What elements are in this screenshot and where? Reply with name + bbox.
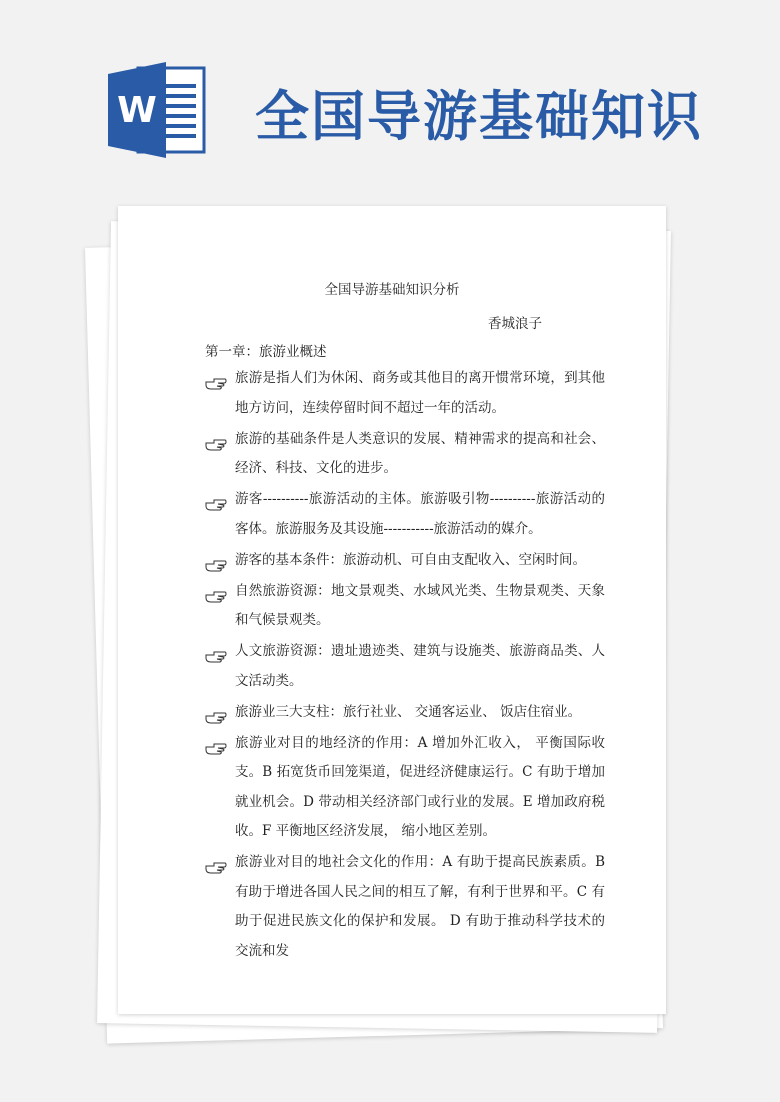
list-item-text: 旅游业对目的地社会文化的作用：A 有助于提高民族素质。B 有助于增进各国人民之间的相互了解，有利于世界和平。C 有助于促进民族文化的保护和发展。 D 有助于推动科学技术的交流和发 [235, 854, 605, 959]
pointing-hand-icon [205, 433, 227, 446]
list-item [205, 425, 605, 484]
document-page [118, 206, 666, 1014]
list-item [205, 637, 605, 696]
list-item [205, 698, 605, 728]
list-item [205, 485, 605, 544]
list-item-text: 游客的基本条件：旅游动机、可自由支配收入、空闲时间。 [235, 551, 586, 568]
page-title: 全国导游基础知识 [255, 85, 703, 148]
list-item [205, 364, 605, 423]
list-item-text: 旅游业对目的地经济的作用：A 增加外汇收入， 平衡国际收支。B 拓宽货币回笼渠道，促进经济健康运行。C 有助于增加就业机会。D 带动相关经济部门或行业的发展。E 增加政府税收。F 平衡地区经济发展， 缩小地区差别。 [235, 734, 605, 839]
logo-letter: W [117, 90, 157, 131]
pointing-hand-icon [205, 554, 227, 567]
list-item [205, 848, 605, 966]
chapter-heading: 第一章：旅游业概述 [205, 344, 327, 360]
pointing-hand-icon [205, 585, 227, 598]
list-item-text: 人文旅游资源：遗址遗迹类、建筑与设施类、旅游商品类、人文活动类。 [235, 643, 605, 689]
list-item [205, 729, 605, 847]
pointing-hand-icon [205, 706, 227, 719]
header [0, 0, 780, 200]
pointing-hand-icon [205, 737, 227, 750]
pointing-hand-icon [205, 856, 227, 869]
document-author: 香城浪子 [488, 316, 542, 332]
list-item-text: 游客----------旅游活动的主体。旅游吸引物----------旅游活动的客体。旅游服务及其设施-----------旅游活动的媒介。 [235, 491, 605, 537]
list-item-text: 旅游的基础条件是人类意识的发展、精神需求的提高和社会、经济、科技、文化的进步。 [235, 430, 605, 476]
list-item-text: 旅游业三大支柱：旅行社业、 交通客运业、 饭店住宿业。 [235, 703, 582, 720]
bullet-list [205, 364, 605, 968]
pointing-hand-icon [205, 493, 227, 506]
pointing-hand-icon [205, 372, 227, 385]
list-item [205, 577, 605, 636]
list-item [205, 546, 605, 576]
list-item-text: 自然旅游资源：地文景观类、水域风光类、生物景观类、天象和气候景观类。 [235, 582, 605, 628]
word-document-icon [108, 62, 208, 158]
list-item-text: 旅游是指人们为休闲、商务或其他目的离开惯常环境，到其他地方访问，连续停留时间不超过一年的活动。 [235, 370, 605, 416]
document-title: 全国导游基础知识分析 [324, 282, 460, 298]
pointing-hand-icon [205, 645, 227, 658]
